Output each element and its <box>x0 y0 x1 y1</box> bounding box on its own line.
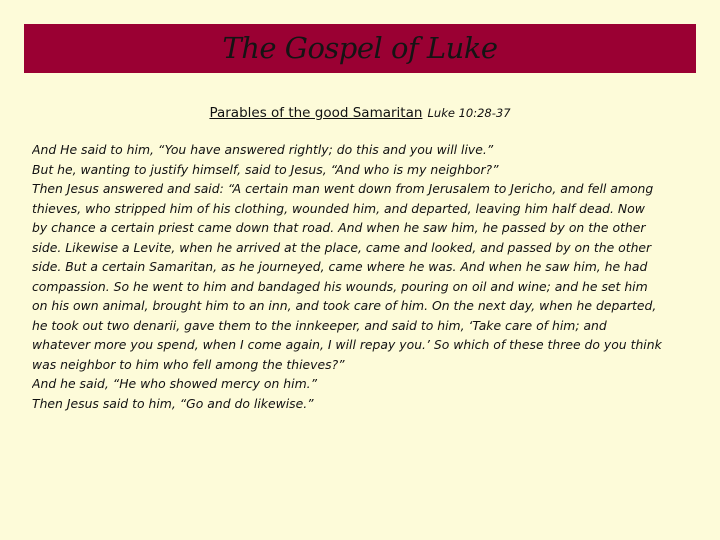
passage-line: And He said to him, “You have answered rightly; do this and you will live.” <box>32 142 494 157</box>
parable-heading: Parables of the good Samaritan <box>209 105 423 121</box>
passage-line: compassion. So he went to him and bandaged his wounds, pouring on oil and wine; and he set him <box>32 278 648 294</box>
title-banner <box>24 24 696 73</box>
scripture-passage <box>32 140 702 413</box>
scripture-reference: Luke 10:28-37 <box>427 106 511 120</box>
passage-line: side. But a certain Samaritan, as he journeyed, came where he was. And when he saw him, he had <box>32 259 648 274</box>
passage-line: And he said, “He who showed mercy on him.” <box>32 376 318 391</box>
passage-line: by chance a certain priest came down that road. And when he saw him, he passed by on the other <box>32 220 646 235</box>
passage-line: on his own animal, brought him to an inn, and took care of him. On the next day, when he departed, <box>32 298 657 313</box>
passage-line: Then Jesus answered and said: “A certain man went down from Jerusalem to Jericho, and fell among <box>32 181 654 196</box>
passage-line: But he, wanting to justify himself, said to Jesus, “And who is my neighbor?” <box>32 161 499 177</box>
subtitle-line <box>0 104 720 121</box>
passage-line: whatever more you spend, when I come again, I will repay you.’ So which of these three do you think <box>32 337 662 352</box>
passage-line: Then Jesus said to him, “Go and do likewise.” <box>32 395 314 411</box>
passage-line: he took out two denarii, gave them to the innkeeper, and said to him, ‘Take care of him; and <box>32 317 607 333</box>
passage-line: was neighbor to him who fell among the thieves?” <box>32 356 345 372</box>
passage-line: thieves, who stripped him of his clothing, wounded him, and departed, leaving him half dead. Now <box>32 200 645 216</box>
slide-title: The Gospel of Luke <box>222 31 498 65</box>
passage-line: side. Likewise a Levite, when he arrived at the place, came and looked, and passed by on the other <box>32 239 652 255</box>
